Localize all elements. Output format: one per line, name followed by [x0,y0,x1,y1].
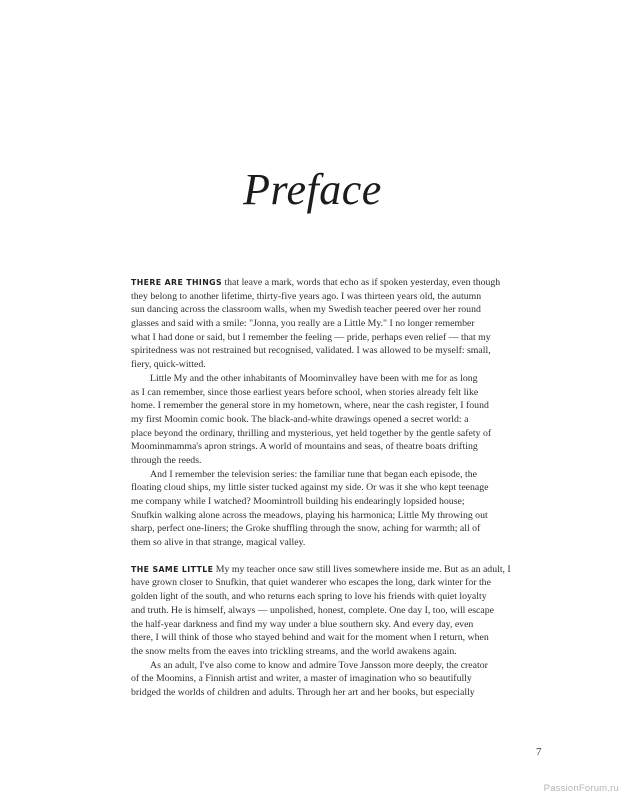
paragraph-line: home. I remember the general store in my hometown, where, near the cash register, I found [131,400,489,412]
paragraph-line: And I remember the television series: the familiar tune that began each episode, the [150,468,477,480]
paragraph-line: them so alive in that strange, magical valley. [131,537,306,549]
lead-in: THE SAME LITTLE [131,564,214,574]
page-title: Preface [243,165,382,214]
paragraph-line: THERE ARE THINGS that leave a mark, words that echo as if spoken yesterday, even though [131,277,501,288]
paragraph-line: what I had done or said, but I remember the feeling — pride, perhaps even relief — that my [131,331,491,343]
page-number: 7 [536,746,542,758]
paragraph-line: of the Moomins, a Finnish artist and writer, a master of imagination who so beautifully [131,673,472,685]
paragraph-line: me company while I watched? Moomintroll building his endearingly lopsided house; [131,496,465,507]
paragraph-line: fiery, quick-witted. [131,359,206,371]
paragraph-line: place beyond the ordinary, thrilling and mysterious, yet held together by the gentle safety of [131,427,492,439]
paragraph-line: bridged the worlds of children and adults. Through her art and her books, but especially [131,686,475,698]
paragraph-line: THE SAME LITTLE My my teacher once saw still lives somewhere inside me. But as an adult, I [131,563,511,575]
paragraph-line: floating cloud ships, my little sister tucked against my side. Or was it she who kept teenage [131,482,489,494]
paragraph-line: spiritedness was not restrained but recognised, validated. I was allowed to be myself: small, [131,345,491,357]
body-text [131,276,515,700]
paragraph-line: Snufkin walking alone across the meadows, playing his harmonica; Little My throwing out [131,509,488,521]
paragraph-line: have grown closer to Snufkin, that quiet wanderer who escapes the long, dark winter for the [131,577,491,589]
paragraph-line: there, I will think of those who stayed behind and wait for the moment when I return, when [131,632,489,644]
paragraph-line: my first Moomin comic book. The black-and-white drawings opened a secret world: a [131,413,469,425]
paragraph-line: sharp, perfect one-liners; the Groke shuffling through the snow, aching for warmth; all of [131,523,481,535]
paragraph-line: and truth. He is himself, always — unpolished, honest, complete. One day I, too, will escape [131,604,494,616]
paragraph-line: as I can remember, since those earliest years before school, when stories already felt like [131,386,479,398]
paragraph-line: Little My and the other inhabitants of Moominvalley have been with me for as long [150,372,478,384]
paragraph-line: sun dancing across the classroom walls, when my Swedish teacher peered over her round [131,304,481,316]
paragraph-line: they belong to another lifetime, thirty-five years ago. I was thirteen years old, the autumn [131,290,482,302]
paragraph-line: As an adult, I've also come to know and admire Tove Jansson more deeply, the creator [150,659,488,671]
paragraph-line: golden light of the south, and who returns each spring to love his friends with quiet loyalty [131,591,487,603]
section-gap [131,550,515,563]
paragraph-line: the half-year darkness and find my way under a blue southern sky. And every day, even [131,618,474,630]
watermark: PassionForum.ru [543,783,619,794]
lead-in: THERE ARE THINGS [131,278,222,287]
paragraph-line: Moominmamma's apron strings. A world of mountains and seas, of theatre boats drifting [131,441,478,453]
paragraph-line: the snow melts from the eaves into trickling streams, and the world awakens again. [131,645,457,657]
paragraph-line: glasses and said with a smile: "Jonna, you really are a Little My." I no longer remember [131,318,475,330]
paragraph-line: through the reeds. [131,454,202,466]
